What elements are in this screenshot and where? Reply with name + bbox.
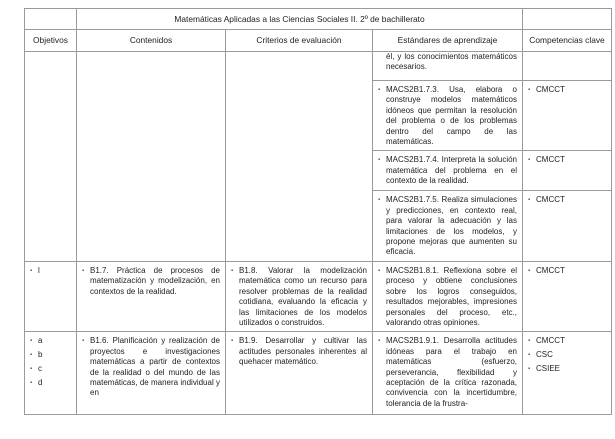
competencias-cell xyxy=(523,332,612,415)
standard-cell xyxy=(373,191,523,261)
competencia-item: ▪ CMCCT xyxy=(528,195,606,205)
competencia-item: ▪ CSC xyxy=(528,350,606,360)
objetivos-cell xyxy=(25,332,77,415)
objetivo-item: ▪ c xyxy=(30,364,71,374)
competencia-item: ▪ CMCCT xyxy=(528,266,606,276)
standard-text: ▪ MACS2B1.9.1. Desarrolla actitudes idóneas para el trabajo en matemáticas (esfuerzo, perseverancia, flexibilidad y aceptación de la crítica razonada, convivencia con la incertidumbre, tolerancia de la frustra- xyxy=(378,336,517,409)
competencias-cell xyxy=(523,81,612,151)
standard-text: ▪ MACS2B1.8.1. Reflexiona sobre el proceso y obtiene conclusiones sobre los logros conseguidos, resultados mejorables, impresiones personales del proceso, etc., valorando otras opiniones. xyxy=(378,266,517,328)
header-competencias: Competencias clave xyxy=(523,30,612,52)
standard-cell xyxy=(373,151,523,191)
objetivo-item: ▪ a xyxy=(30,336,71,346)
page-bottom-margin xyxy=(0,427,615,439)
table-row xyxy=(25,261,612,331)
contenido-text: ▪ B1.7. Práctica de procesos de matematización y modelización, en contextos de la realidad. xyxy=(82,266,220,297)
competencias-cell xyxy=(523,191,612,261)
table-row xyxy=(25,52,612,81)
competencia-item: ▪ CMCCT xyxy=(528,85,606,95)
title-row xyxy=(25,9,612,30)
standard-text: ▪ MACS2B1.7.3. Usa, elabora o construye modelos matemáticos idóneos que permitan la resolución del problema o de los problemas dentro del campo de las matemáticas. xyxy=(378,85,517,147)
header-estandares: Estándares de aprendizaje xyxy=(373,30,523,52)
standard-cell xyxy=(373,261,523,331)
criterios-cell xyxy=(226,52,373,262)
competencia-item: ▪ CMCCT xyxy=(528,155,606,165)
criterio-text: ▪ B1.9. Desarrollar y cultivar las actitudes personales inherentes al quehacer matemático. xyxy=(231,336,367,367)
contenidos-cell xyxy=(77,332,226,415)
header-objetivos: Objetivos xyxy=(25,30,77,52)
competencias-cell xyxy=(523,151,612,191)
header-criterios: Criterios de evaluación xyxy=(226,30,373,52)
objetivo-item: ▪ b xyxy=(30,350,71,360)
competencias-cell xyxy=(523,261,612,331)
criterios-cell xyxy=(226,332,373,415)
standard-cell xyxy=(373,52,523,81)
competencia-item: ▪ CSIEE xyxy=(528,364,606,374)
table-row xyxy=(25,332,612,415)
standard-cell xyxy=(373,81,523,151)
contenidos-cell xyxy=(77,261,226,331)
competencias-cell xyxy=(523,52,612,81)
standard-text: él, y los conocimientos matemáticos necesarios. xyxy=(386,52,517,72)
contenido-text: ▪ B1.6. Planificación y realización de proyectos e investigaciones matemáticas a partir de contextos de la realidad o del mundo de las matemáticas, de manera individual y en xyxy=(82,336,220,398)
header-contenidos: Contenidos xyxy=(77,30,226,52)
table-title: Matemáticas Aplicadas a las Ciencias Sociales II. 2º de bachillerato xyxy=(77,9,523,30)
curriculum-table xyxy=(24,8,612,415)
criterio-text: ▪ B1.8. Valorar la modelización matemática como un recurso para resolver problemas de la realidad cotidiana, evaluando la eficacia y las limitaciones de los modelos utilizados o construidos. xyxy=(231,266,367,328)
contenidos-cell xyxy=(77,52,226,262)
criterios-cell xyxy=(226,261,373,331)
objetivos-cell xyxy=(25,261,77,331)
standard-cell xyxy=(373,332,523,415)
objetivo-item: ▪ d xyxy=(30,378,71,388)
curriculum-table-page xyxy=(24,8,611,415)
header-row xyxy=(25,30,612,52)
objetivo-item: ▪ l xyxy=(30,266,71,276)
competencia-item: ▪ CMCCT xyxy=(528,336,606,346)
objetivos-cell xyxy=(25,52,77,262)
standard-text: ▪ MACS2B1.7.5. Realiza simulaciones y predicciones, en contexto real, para valorar la adecuación y las limitaciones de los modelos, y propone mejoras que aumenten su eficacia. xyxy=(378,195,517,257)
standard-text: ▪ MACS2B1.7.4. Interpreta la solución matemática del problema en el contexto de la realidad. xyxy=(378,155,517,186)
